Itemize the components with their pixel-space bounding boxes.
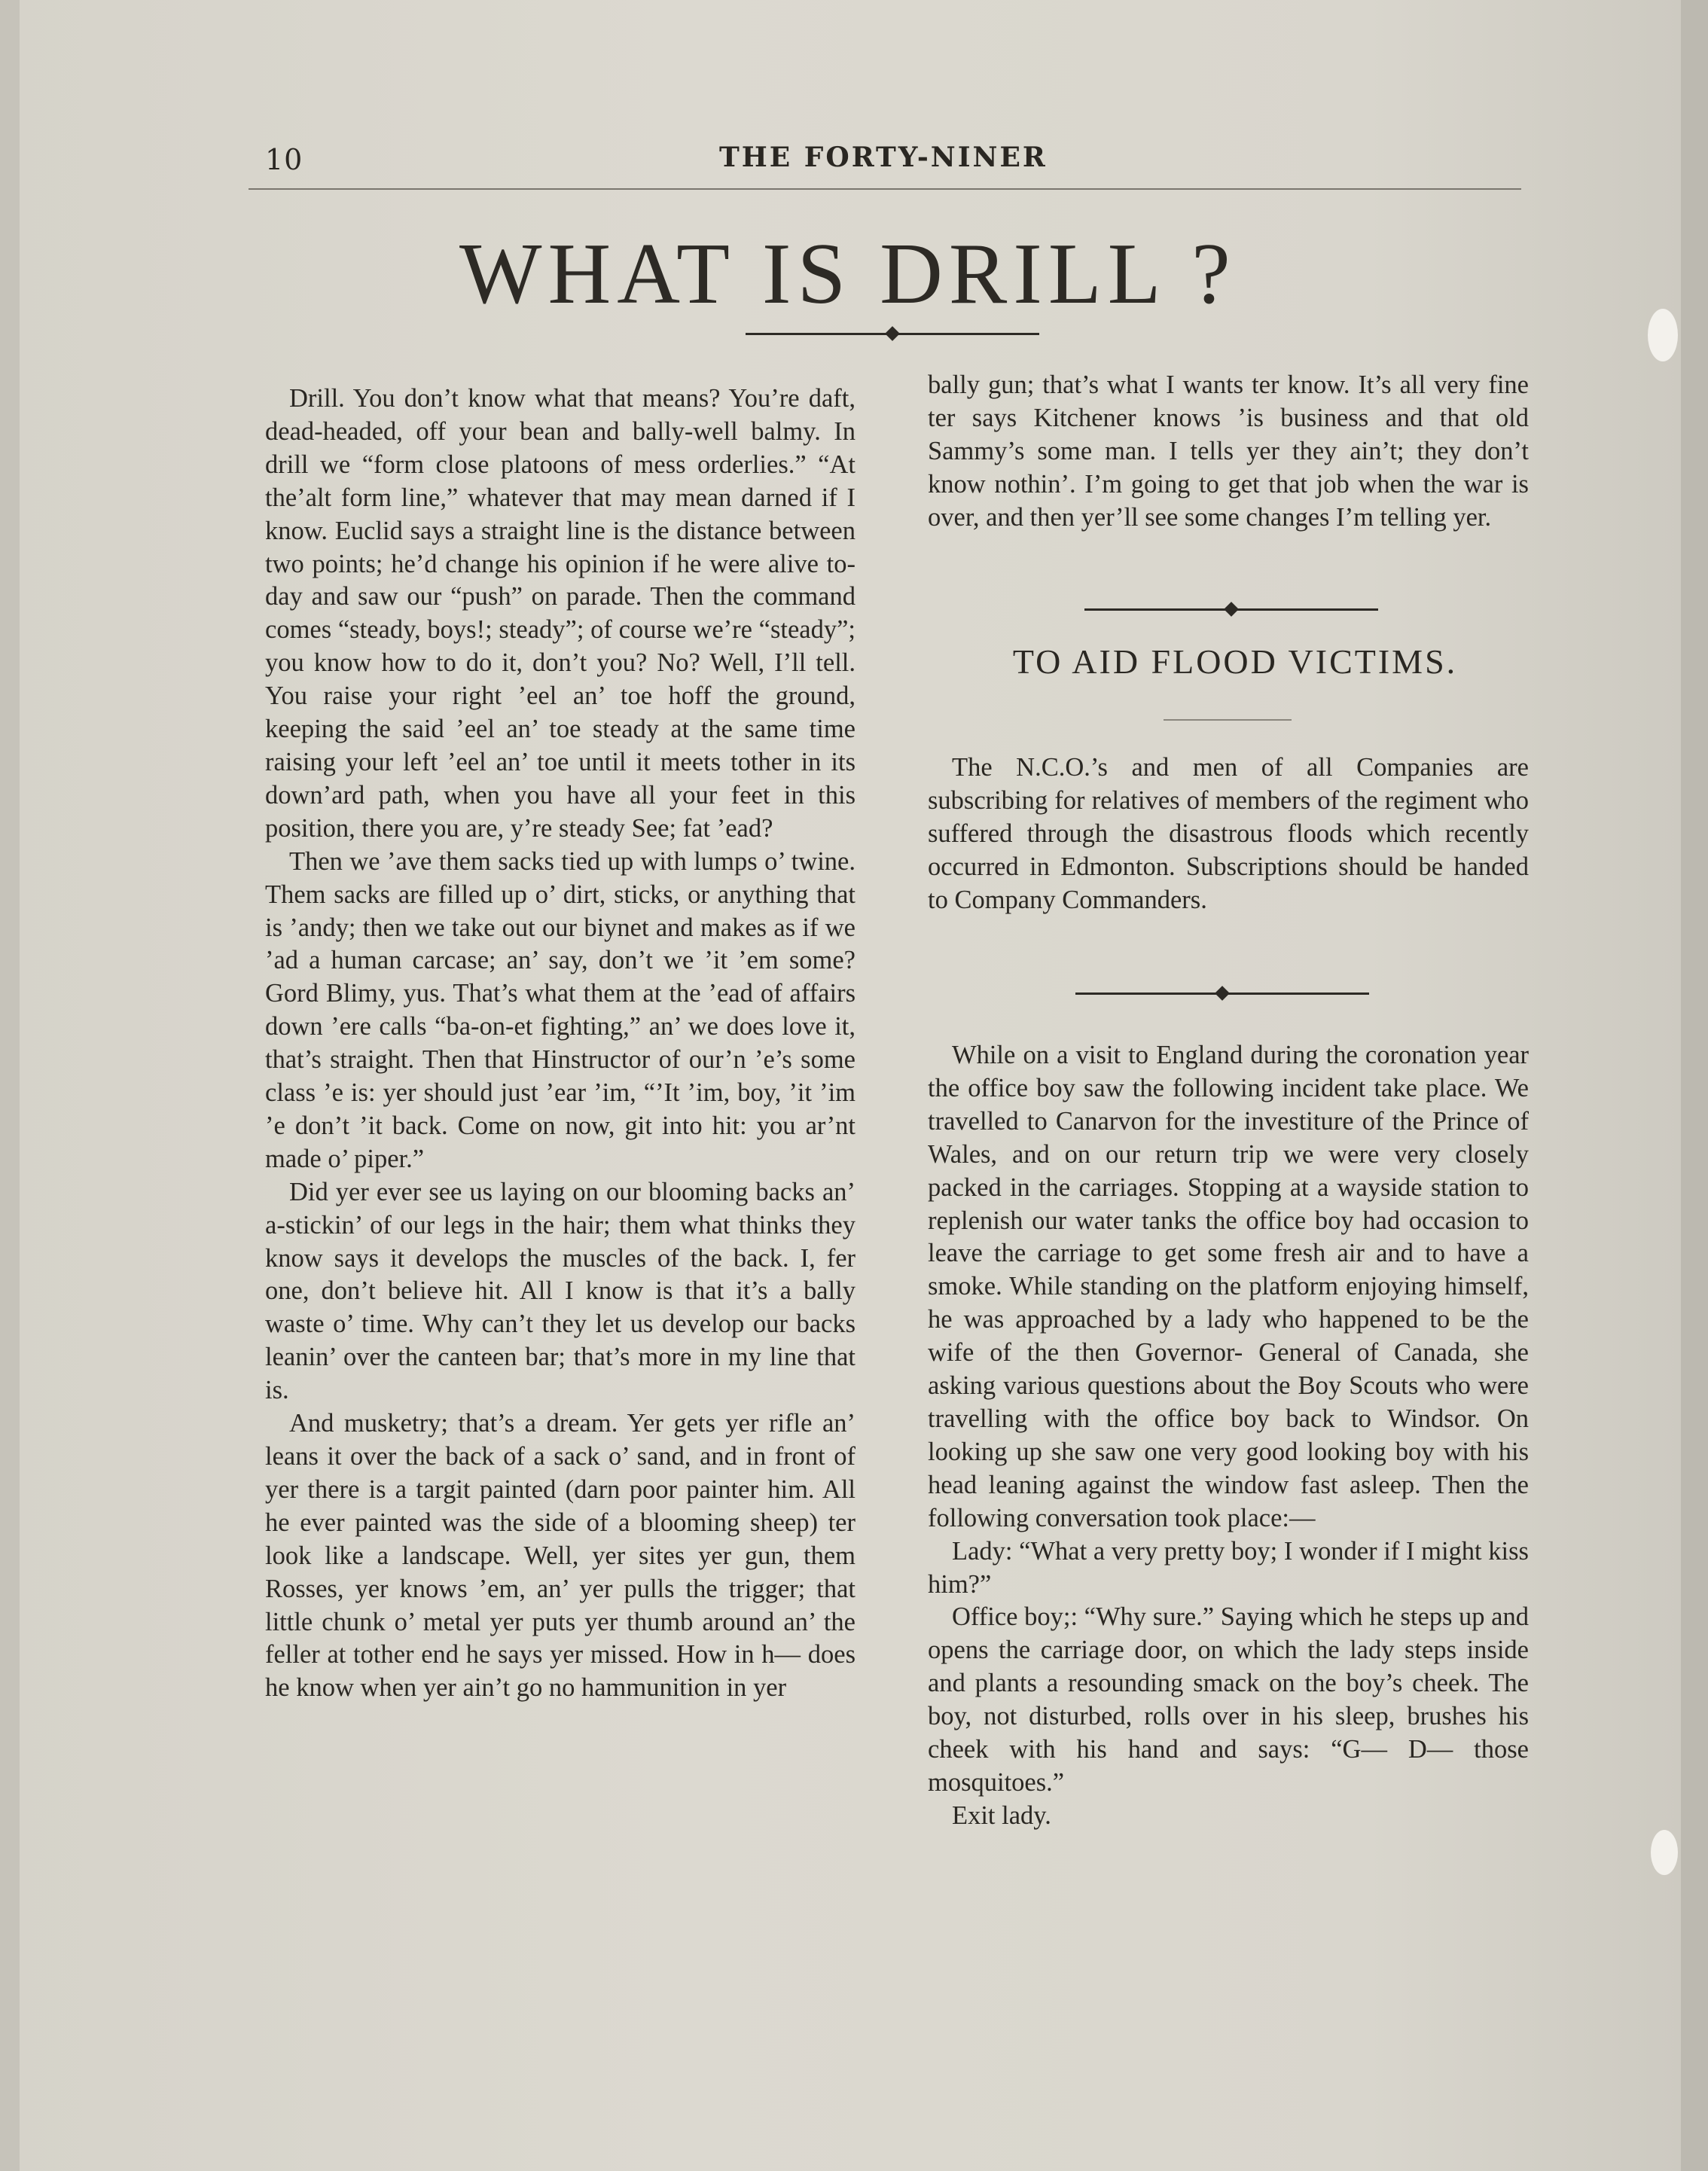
notice-heading: TO AID FLOOD VICTIMS. <box>1012 642 1458 681</box>
publication-title: THE FORTY-NINER <box>719 142 1048 173</box>
notice-body <box>928 752 1529 917</box>
header-rule <box>249 188 1521 190</box>
notice-paragraph: The N.C.O.’s and men of all Companies are subscribing for relatives of members of the regiment who suffered through the disastrous floods which recently occurred in Edmonton. Subscriptions should be handed to Company Commanders. <box>928 753 1529 914</box>
page-right-edge <box>1681 0 1708 2171</box>
title-ornament-rule <box>746 333 1039 335</box>
anecdote-paragraph: Lady: “What a very pretty boy; I wonder if I might kiss him?” <box>928 1536 1529 1599</box>
paper-damage-spot <box>1651 1830 1678 1875</box>
article-title: WHAT IS DRILL ? <box>459 226 1237 322</box>
article-paragraph: And musketry; that’s a dream. Yer gets yer rifle an’ leans it over the back of a sack o’ sand, and in front of yer there is a targit painted (darn poor painter him. All he ever painted was the side of a blooming sheep) ter look like a landscape. Well, yer sites yer gun, them Rosses, yer knows ’em, an’ yer pulls the trigger; that little chunk o’ metal yer puts yer thumb around an’ the feller at tother end he says yer missed. How in h— does he know when yer ain’t go no hammunition in yer <box>265 1409 856 1703</box>
paper-damage-spot <box>1648 309 1678 361</box>
article-paragraph: Then we ’ave them sacks tied up with lumps o’ twine. Them sacks are filled up o’ dirt, sticks, or anything that is ’andy; then we take out our biynet and makes as if we ’ad a human carcase; an’ say, don’t we ’it ’em some? Gord Blimy, yus. That’s what them at the ’ead of affairs down ’ere calls “ba-on-et fighting,” an’ we does love it, that’s straight. Then that Hinstructor of our’n ’e’s some class ’e is: yer should just ’ear ’im, “’It ’im, boy, ’it ’im ’e don’t ’it back. Come on now, git into hit: you ar’nt made o’ piper.” <box>265 846 856 1173</box>
section-ornament-rule <box>1075 993 1369 995</box>
anecdote-paragraph: Exit lady. <box>952 1801 1051 1830</box>
article-paragraph: Drill. You don’t know what that means? You’re daft, dead-headed, off your bean and bally-well balmy. In drill we “form close platoons of mess orderlies.” “At the’alt form line,” whatever that may mean darned if I know. Euclid says a straight line is the distance between two points; he’d change his opinion if he were alive to-day and saw our “push” on parade. Then the command comes “steady, boys!; steady”; of course we’re “steady”; you know how to do it, don’t you? No? Well, I’ll tell. You raise your right ’eel an’ toe hoff the ground, keeping the said ’eel an’ toe steady at the same time raising your left ’eel an’ toe until it meets tother in its down’ard path, when you have all your feet in this position, there you are, y’re steady See; fat ’ead? <box>265 384 856 843</box>
section-ornament-rule <box>1084 608 1378 611</box>
article-left-column <box>265 383 856 1705</box>
anecdote-column <box>928 1039 1529 1833</box>
article-continuation <box>928 369 1529 535</box>
anecdote-paragraph: Office boy;: “Why sure.” Saying which he steps up and opens the carriage door, on which the lady steps inside and plants a resounding smack on the boy’s cheek. The boy, not disturbed, rolls over in his sleep, brushes his cheek with his hand and says: “G— D— those mosquitoes.” <box>928 1602 1529 1797</box>
anecdote-paragraph: While on a visit to England during the coronation year the office boy saw the following incident take place. We travelled to Canarvon for the investiture of the Prince of Wales, and on our return trip we were very closely packed in the carriages. Stopping at a wayside station to replenish our water tanks the office boy had occasion to leave the carriage to get some fresh air and to have a smoke. While standing on the platform enjoying himself, he was approached by a lady who happened to be the wife of the then Governor- General of Canada, she asking various questions about the Boy Scouts who were travelling with the office boy back to Windsor. On looking up she saw one very good looking boy with his head leaning against the window fast asleep. Then the following conversation took place:— <box>928 1041 1529 1532</box>
article-paragraph: Did yer ever see us laying on our blooming backs an’ a-stickin’ of our legs in the hair; them what thinks they know says it develops the muscles of the back. I, fer one, don’t believe hit. All I know is that it’s a bally waste o’ time. Why can’t they let us develop our backs leanin’ over the canteen bar; that’s more in my line that is. <box>265 1177 856 1405</box>
page-left-edge <box>0 0 20 2171</box>
heading-underline <box>1164 719 1292 721</box>
article-paragraph: bally gun; that’s what I wants ter know. It’s all very fine ter says Kitchener knows ’is business and that old Sammy’s some man. I tells yer they ain’t; they don’t know nothin’. I’m going to get that job when the war is over, and then yer’ll see some changes I’m telling yer. <box>928 370 1529 532</box>
page-number: 10 <box>265 143 303 176</box>
